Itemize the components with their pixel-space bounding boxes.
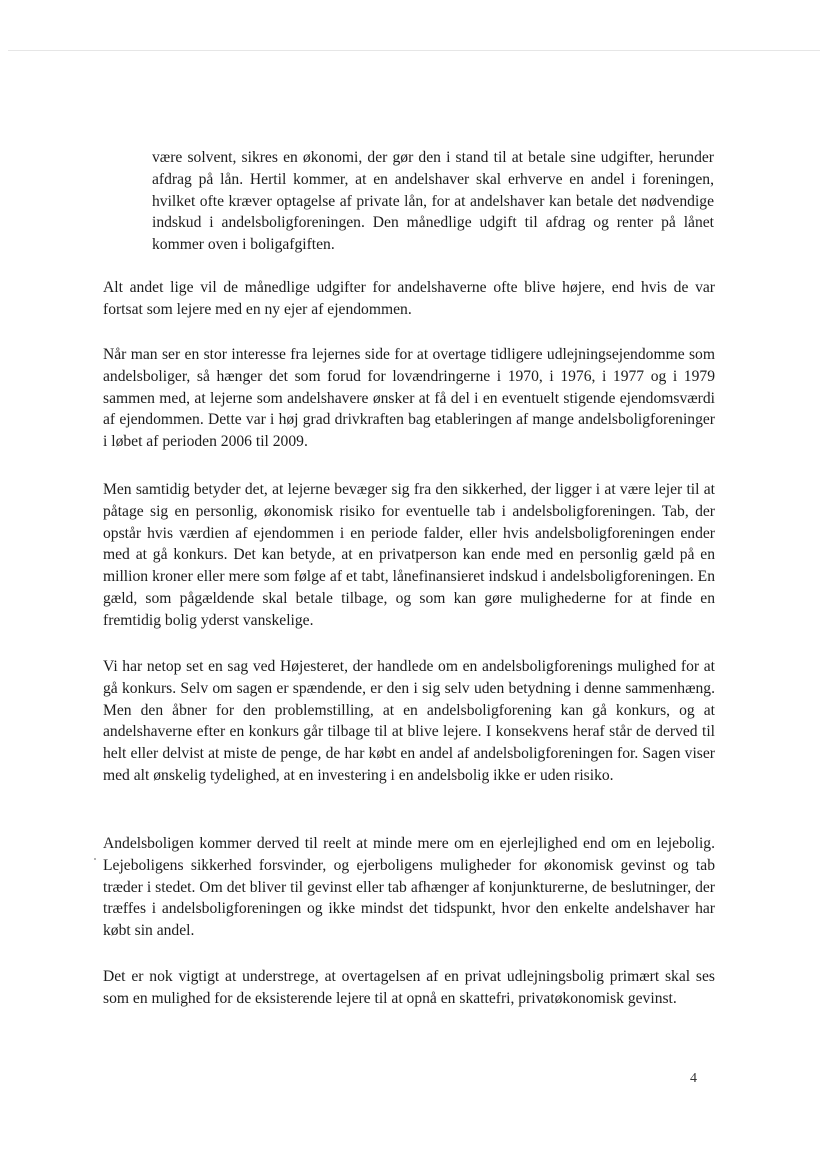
- indented-quote-paragraph: være solvent, sikres en økonomi, der gør den i stand til at betale sine udgifter, herunder afdrag på lån. Hertil kommer, at en andelshaver skal erhverve en andel i foreningen, hvilket ofte kræver optagelse af private lån, for at andelshaver kan betale det nødvendige indskud i andelsboligforeningen. Den månedlige udgift til afdrag og renter på lånet kommer oven i boligafgiften.: [152, 149, 714, 254]
- body-paragraph-5: Andelsboligen kommer derved til reelt at minde mere om en ejerlejlighed end om en lejebolig. Lejeboligens sikkerhed forsvinder, og ejerboligens muligheder for økonomisk gevinst og tab træder i stedet. Om det bliver til gevinst eller tab afhænger af konjunkturerne, de beslutninger, der træffes i andelsboligforeningen og ikke mindst det tidspunkt, hvor den enkelte andelshaver har købt sin andel.: [103, 835, 715, 940]
- body-paragraph-6: Det er nok vigtigt at understrege, at overtagelsen af en privat udlejningsbolig primært skal ses som en mulighed for de eksisterende lejere til at opnå en skattefri, privatøkonomisk gevinst.: [103, 968, 715, 1007]
- body-paragraph-1: Alt andet lige vil de månedlige udgifter for andelshaverne ofte blive højere, end hvis de var fortsat som lejere med en ny ejer af ejendommen.: [103, 279, 715, 318]
- scan-speck: [94, 858, 96, 860]
- body-paragraph-3: Men samtidig betyder det, at lejerne bevæger sig fra den sikkerhed, der ligger i at være lejer til at påtage sig en personlig, økonomisk risiko for eventuelle tab i andelsboligforeningen. Tab, der opstår hvis værdien af ejendommen i en periode falder, eller hvis andelsboligforeningen ender med at gå konkurs. Det kan betyde, at en privatperson kan ende med en personlig gæld på en million kroner eller mere som følge af et tabt, lånefinansieret indskud i andelsboligforeningen. En gæld, som pågældende skal betale tilbage, og som kan gøre mulighederne for at finde en fremtidig bolig yderst vanskelige.: [103, 481, 715, 629]
- scan-edge-line: [8, 50, 820, 51]
- body-paragraph-2: Når man ser en stor interesse fra lejernes side for at overtage tidligere udlejningsejendomme som andelsboliger, så hænger det som forud for lovændringerne i 1970, i 1976, i 1977 og i 1979 sammen med, at lejerne som andelshavere ønsker at få del i en eventuelt stigende ejendomsværdi af ejendommen. Dette var i høj grad drivkraften bag etableringen af mange andelsboligforeninger i løbet af perioden 2006 til 2009.: [103, 346, 715, 451]
- page-number: 4: [690, 1071, 697, 1086]
- body-paragraph-4: Vi har netop set en sag ved Højesteret, der handlede om en andelsboligforenings mulighed for at gå konkurs. Selv om sagen er spændende, er den i sig selv uden betydning i denne sammenhæng. Men den åbner for den problemstilling, at en andelsboligforening kan gå konkurs, og at andelshaverne efter en konkurs går tilbage til at blive lejere. I konsekvens heraf står de derved til helt eller delvist at miste de penge, de har købt en andel af andelsboligforeningen for. Sagen viser med alt ønskelig tydelighed, at en investering i en andelsbolig ikke er uden risiko.: [103, 658, 715, 784]
